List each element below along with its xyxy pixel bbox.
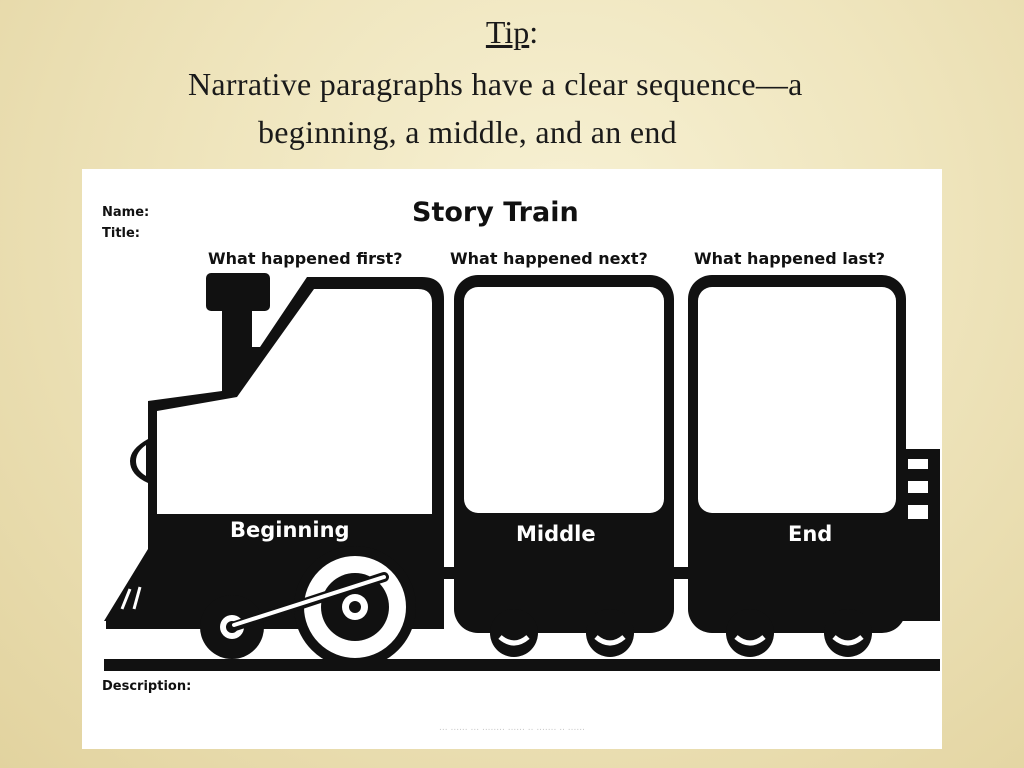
rear-bumper: [902, 449, 940, 621]
track: [104, 659, 940, 671]
question-last: What happened last?: [694, 249, 885, 268]
tip-word: Tip: [485, 14, 530, 50]
tip-text-line-1: Narrative paragraphs have a clear sequence—a: [188, 66, 803, 102]
wheel: [586, 609, 634, 657]
worksheet-title: Story Train: [412, 197, 579, 228]
rear-vent: [908, 505, 928, 519]
story-train-worksheet: [82, 169, 942, 749]
description-label: Description:: [102, 679, 192, 694]
title-field-label: Title:: [102, 226, 141, 241]
car-label-beginning: Beginning: [230, 518, 350, 542]
question-first: What happened first?: [208, 249, 403, 268]
smokestack-neck: [222, 309, 252, 347]
middle-car-window: [464, 287, 664, 513]
question-next: What happened next?: [450, 249, 648, 268]
footer-note: ... ...... ... ........ ...... .. ....... .. ......: [439, 723, 585, 733]
tip-heading: [0, 10, 1024, 54]
tip-colon: :: [529, 14, 539, 50]
car-label-end: End: [788, 522, 833, 546]
wheel: [726, 609, 774, 657]
rear-vent: [908, 481, 928, 493]
end-car-window: [698, 287, 896, 513]
wheel: [490, 609, 538, 657]
big-drive-wheel-axle-center: [349, 601, 361, 613]
smokestack-cap: [206, 273, 270, 311]
wheel: [824, 609, 872, 657]
name-label: Name:: [102, 205, 150, 220]
rear-vent: [908, 459, 928, 469]
car-label-middle: Middle: [516, 522, 596, 546]
tip-text-line-2: beginning, a middle, and an end: [258, 114, 677, 150]
coupler: [440, 567, 460, 579]
coupler: [670, 567, 692, 579]
tip-block: [0, 10, 1024, 150]
cow-catcher: [104, 549, 148, 621]
